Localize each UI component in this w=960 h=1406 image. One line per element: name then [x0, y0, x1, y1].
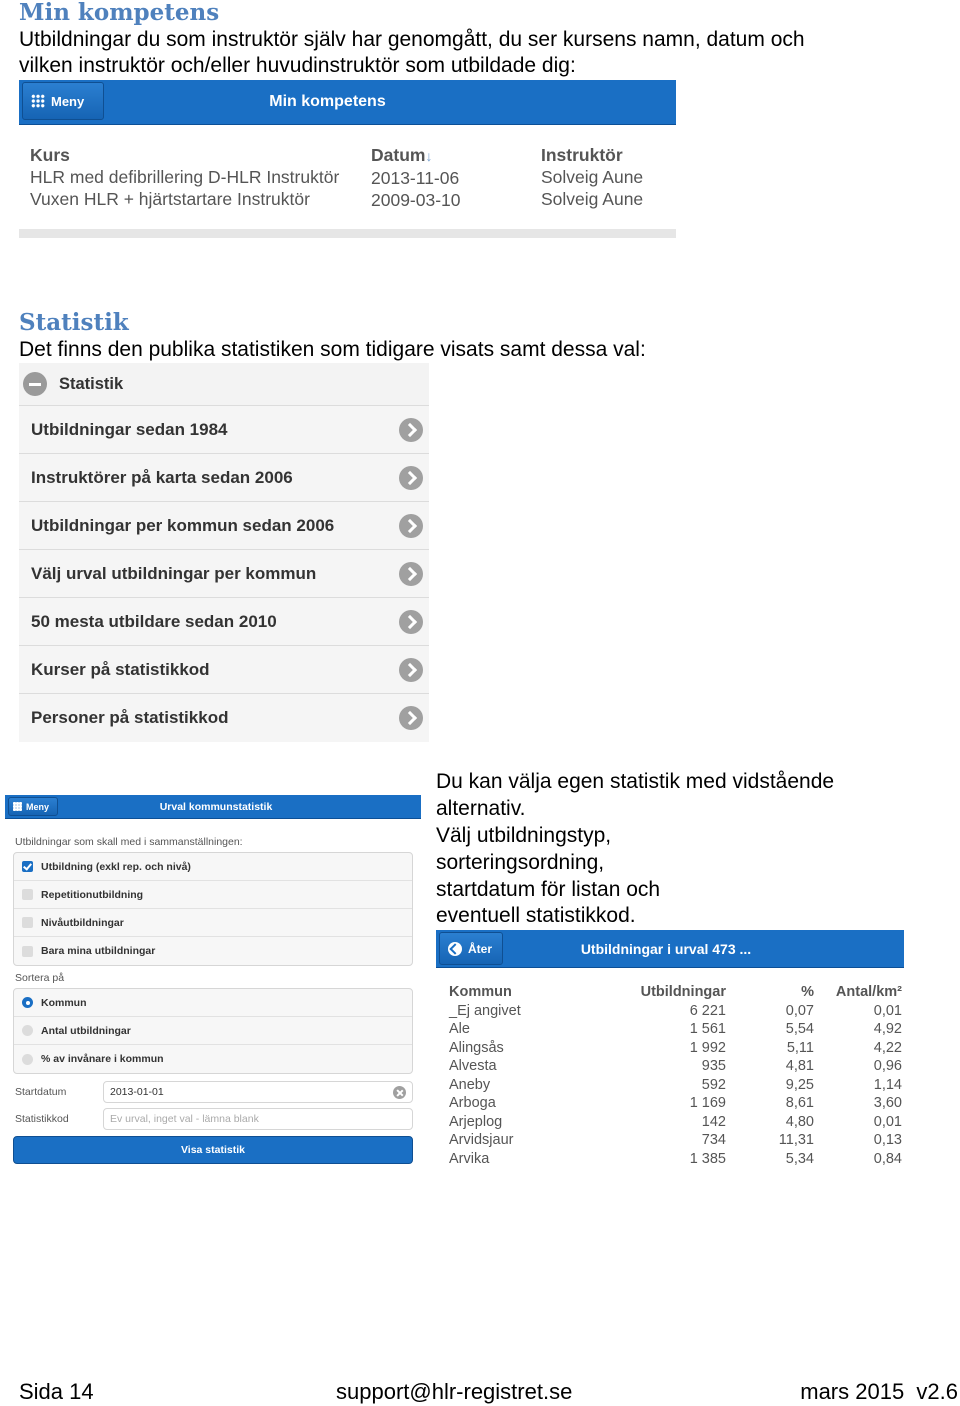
table-cell: 0,07 — [785, 1002, 814, 1019]
section-intro-statistik: Det finns den publika statistiken som tidigare visats samt dessa val: — [19, 338, 646, 361]
table-cell: 0,96 — [873, 1058, 902, 1074]
app-header — [19, 80, 676, 125]
column-utbildningar — [625, 983, 726, 1168]
table-cell: 0,84 — [873, 1150, 902, 1167]
footer-divider — [19, 229, 676, 238]
list-item-label: Utbildningar sedan 1984 — [31, 419, 228, 439]
table-cell: 5,54 — [785, 1021, 814, 1037]
column-header-utbildningar[interactable]: Utbildningar — [640, 984, 726, 1000]
column-header-datum[interactable] — [371, 144, 461, 167]
chevron-right-icon — [399, 418, 423, 442]
section-heading-min-kompetens: Min kompetens — [19, 0, 220, 26]
grid-icon — [13, 802, 22, 811]
column-header-procent[interactable]: % — [801, 984, 814, 1000]
utbildningar-i-urval-screenshot — [436, 930, 904, 1168]
statistikkod-input[interactable] — [103, 1108, 413, 1130]
sortera-radio-group — [13, 988, 413, 1074]
table-cell: Vuxen HLR + hjärtstartare Instruktör — [30, 189, 310, 209]
list-item-label: Välj urval utbildningar per kommun — [31, 563, 317, 583]
section3-line-5: startdatum för listan och — [436, 878, 661, 901]
table-cell: 9,25 — [785, 1076, 814, 1093]
list-item[interactable] — [19, 406, 429, 454]
sort-down-icon: ↓ — [425, 148, 433, 164]
checkbox-repetitionutbildning[interactable] — [14, 881, 412, 909]
column-procent — [759, 983, 814, 1168]
table-cell: Ale — [449, 1021, 470, 1037]
table-cell: _Ej angivet — [449, 1002, 521, 1019]
grid-icon — [31, 94, 45, 108]
table-cell: Solveig Aune — [541, 189, 644, 209]
minus-icon — [23, 372, 47, 396]
list-item[interactable] — [19, 454, 429, 502]
chevron-right-icon — [399, 658, 423, 682]
column-instruktor — [541, 144, 643, 210]
list-item[interactable] — [19, 598, 429, 646]
section3-line-2: alternativ. — [436, 797, 526, 820]
table-cell: 0,01 — [873, 1002, 902, 1019]
table-cell: 592 — [701, 1076, 726, 1093]
table-cell: 1 992 — [689, 1039, 726, 1056]
menu-button[interactable] — [8, 797, 58, 816]
table-cell: Arboga — [449, 1095, 496, 1111]
table-cell: 4,80 — [785, 1113, 814, 1130]
back-button[interactable] — [439, 932, 503, 965]
table-cell: 6 221 — [689, 1002, 726, 1019]
list-item[interactable] — [19, 550, 429, 598]
table-cell: 5,11 — [786, 1039, 814, 1056]
statistikkod-placeholder: Ev urval, inget val - lämna blank — [110, 1113, 259, 1125]
menu-button[interactable] — [22, 82, 104, 120]
table-cell: 4,81 — [785, 1058, 814, 1074]
table-cell: 1,14 — [873, 1076, 902, 1093]
section-heading-statistik: Statistik — [19, 309, 129, 336]
table-cell: 4,92 — [873, 1021, 902, 1037]
footer-page-number: Sida 14 — [19, 1379, 94, 1404]
checkbox-unchecked-icon — [22, 946, 33, 957]
app-header — [436, 930, 904, 968]
option-label: % av invånare i kommun — [41, 1053, 164, 1065]
checkbox-checked-icon — [22, 861, 33, 872]
option-label: Repetitionutbildning — [41, 888, 144, 901]
footer-version: mars 2015 v2.6 — [800, 1379, 958, 1404]
sortera-label: Sortera på — [15, 972, 65, 984]
column-header-kommun[interactable]: Kommun — [449, 984, 512, 1000]
radio-procent-invanare[interactable] — [14, 1045, 412, 1073]
table-cell: Arvika — [449, 1150, 490, 1167]
column-header-datum-label: Datum — [371, 145, 426, 165]
list-item-label: Instruktörer på karta sedan 2006 — [31, 467, 293, 487]
checkbox-nivautbildningar[interactable] — [14, 909, 412, 937]
table-cell: 11,31 — [778, 1132, 814, 1148]
table-cell: 935 — [701, 1058, 726, 1074]
option-label: Antal utbildningar — [41, 1024, 131, 1037]
radio-antal-utbildningar[interactable] — [14, 1017, 412, 1045]
table-cell: 1 385 — [689, 1150, 726, 1167]
list-item[interactable] — [19, 646, 429, 694]
column-kommun — [449, 983, 521, 1168]
column-datum — [371, 144, 461, 211]
chevron-right-icon — [399, 706, 423, 730]
option-label: Nivåutbildningar — [41, 916, 124, 929]
table-cell: 734 — [701, 1132, 726, 1148]
radio-selected-icon — [22, 997, 33, 1008]
page-title: Urval kommunstatistik — [159, 800, 273, 813]
table-cell: 2009-03-10 — [371, 190, 461, 210]
option-label: Bara mina utbildningar — [41, 945, 156, 957]
statistik-header-label: Statistik — [59, 374, 124, 393]
footer-support-email: support@hlr-registret.se — [336, 1379, 573, 1404]
chevron-right-icon — [399, 466, 423, 490]
table-cell: 4,22 — [873, 1039, 902, 1056]
radio-unselected-icon — [22, 1025, 33, 1036]
min-kompetens-screenshot — [19, 80, 676, 238]
page-title: Utbildningar i urval 473 ... — [580, 940, 752, 957]
statistikkod-label: Statistikkod — [15, 1113, 69, 1125]
column-kurs — [30, 144, 339, 210]
table-cell: Aneby — [449, 1076, 491, 1093]
option-label: Kommun — [41, 996, 87, 1009]
section3-line-3: Välj utbildningstyp, — [436, 824, 612, 847]
section3-line-6: eventuell statistikkod. — [436, 904, 636, 927]
section-intro-line-1: Utbildningar du som instruktör själv har genomgått, du ser kursens namn, datum och — [19, 28, 805, 51]
table-cell: Alvesta — [449, 1058, 497, 1074]
list-item[interactable] — [19, 694, 429, 742]
table-cell: Arjeplog — [449, 1113, 503, 1130]
table-cell: Solveig Aune — [541, 167, 644, 187]
startdatum-input[interactable] — [103, 1081, 413, 1103]
urval-kommunstatistik-screenshot — [5, 795, 421, 1170]
table-cell: Arvidsjaur — [449, 1132, 514, 1148]
app-header — [5, 795, 421, 819]
table-cell: 0,13 — [873, 1132, 902, 1148]
table-cell: 5,34 — [785, 1150, 814, 1167]
back-button-label: Åter — [468, 941, 493, 956]
menu-button-label: Meny — [26, 801, 50, 812]
checkbox-unchecked-icon — [22, 917, 33, 928]
startdatum-value: 2013-01-01 — [110, 1086, 164, 1098]
section3-line-4: sorteringsordning, — [436, 851, 605, 874]
back-arrow-icon — [448, 942, 462, 956]
column-header-kurs[interactable]: Kurs — [30, 145, 70, 165]
column-antal-km2 — [821, 983, 902, 1168]
list-item-label: Kurser på statistikkod — [31, 659, 210, 679]
utbildningstyp-checkbox-group — [13, 852, 413, 966]
checkbox-unchecked-icon — [22, 889, 33, 900]
statistik-menu — [19, 363, 429, 741]
table-cell: 3,60 — [873, 1095, 902, 1111]
option-label: Utbildning (exkl rep. och nivå) — [41, 860, 191, 873]
list-item-label: Utbildningar per kommun sedan 2006 — [31, 515, 335, 535]
list-item-label: 50 mesta utbildare sedan 2010 — [31, 611, 277, 631]
startdatum-label: Startdatum — [15, 1086, 67, 1098]
table-cell: HLR med defibrillering D-HLR Instruktör — [30, 167, 340, 187]
menu-button-label: Meny — [51, 93, 85, 109]
visa-statistik-button[interactable]: Visa statistik — [13, 1136, 413, 1164]
chevron-right-icon — [399, 610, 423, 634]
table-cell: 142 — [701, 1113, 726, 1130]
list-item[interactable] — [19, 502, 429, 550]
section3-line-1: Du kan välja egen statistik med vidstående — [436, 770, 835, 793]
checkbox-bara-mina[interactable] — [14, 937, 412, 965]
statistik-collapsible-header[interactable] — [19, 363, 429, 406]
table-cell: 1 561 — [689, 1021, 726, 1037]
table-cell: 0,01 — [873, 1113, 902, 1130]
table-cell: Alingsås — [449, 1039, 504, 1056]
column-header-instruktor[interactable]: Instruktör — [541, 145, 623, 165]
table-cell: 8,61 — [785, 1095, 814, 1111]
checkbox-utbildning[interactable] — [14, 853, 412, 881]
table-cell: 1 169 — [689, 1095, 726, 1111]
page-title: Min kompetens — [269, 93, 386, 110]
table-cell: 2013-11-06 — [371, 168, 460, 188]
list-item-label: Personer på statistikkod — [31, 708, 229, 727]
section-intro-line-2: vilken instruktör och/eller huvudinstruktör som utbildade dig: — [19, 54, 576, 77]
chevron-right-icon — [399, 562, 423, 586]
radio-unselected-icon — [22, 1054, 33, 1065]
clear-icon[interactable] — [393, 1086, 406, 1099]
column-header-antal-km2[interactable]: Antal/km² — [835, 984, 902, 1000]
chevron-right-icon — [399, 514, 423, 538]
urval-intro-label: Utbildningar som skall med i sammanställningen: — [15, 836, 243, 848]
radio-kommun[interactable] — [14, 989, 412, 1017]
